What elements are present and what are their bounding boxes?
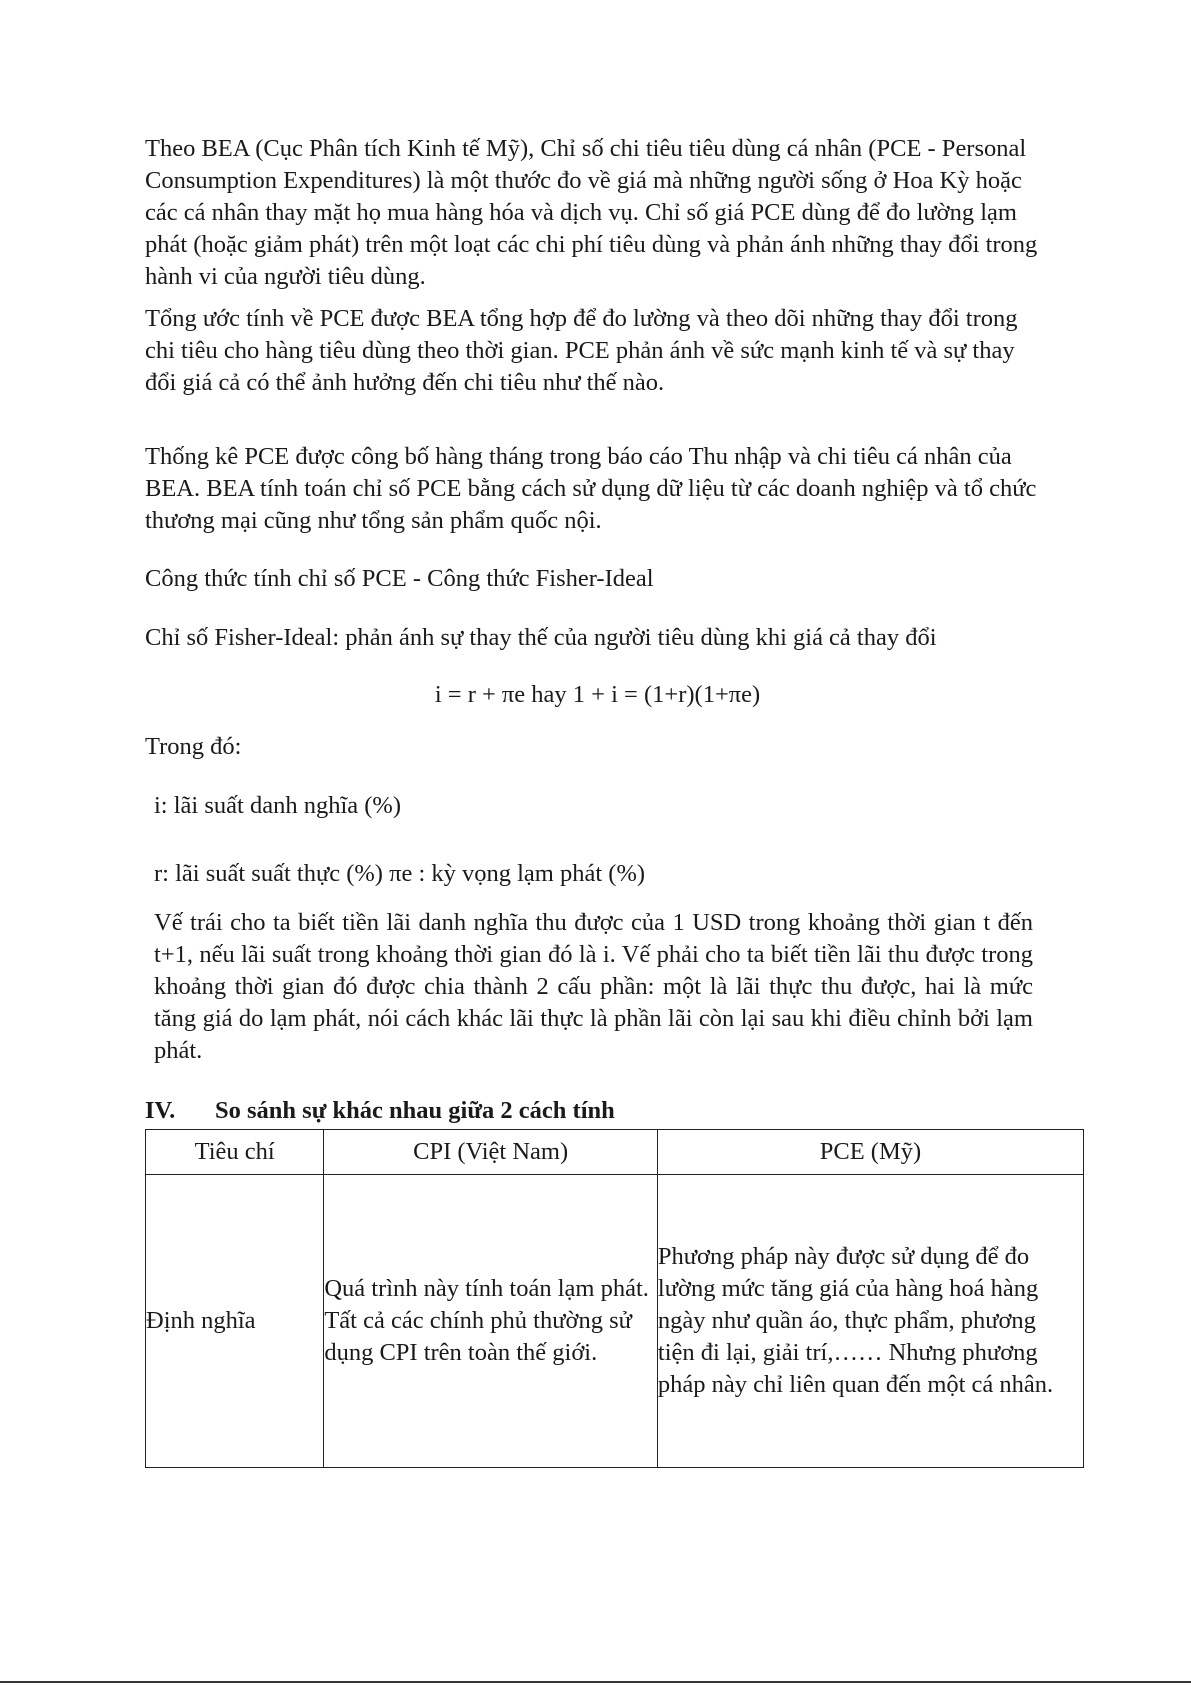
section-number: IV.: [145, 1097, 176, 1124]
table-header-criterion: Tiêu chí: [146, 1130, 324, 1175]
table-cell-criterion: [146, 1175, 324, 1468]
paragraph-explanation: Vế trái cho ta biết tiền lãi danh nghĩa thu được của 1 USD trong khoảng thời gian t đến t+1, nếu lãi suất trong khoảng thời gian đó là i. Vế phải cho ta biết tiền lãi thu được trong khoảng thời gian đó được chia thành 2 cấu phần: một là lãi thực thu được, hai là mức tăng giá do lạm phát, nói cách khác lãi thực là phần lãi còn lại sau khi điều chỉnh bởi lạm phát.: [154, 909, 1033, 1064]
paragraph-fisher-ideal: Chỉ số Fisher-Ideal: phản ánh sự thay thế của người tiêu dùng khi giá cả thay đổi: [145, 624, 937, 651]
table-cell-cpi: [324, 1175, 658, 1468]
table-header-row: [146, 1130, 1084, 1175]
page-bottom-rule: [0, 1681, 1191, 1683]
section-heading: [145, 1095, 615, 1127]
cpi-text: Quá trình này tính toán lạm phát. Tất cả các chính phủ thường sử dụng CPI trên toàn thế giới.: [324, 1275, 649, 1366]
section-title: So sánh sự khác nhau giữa 2 cách tính: [215, 1097, 615, 1124]
table-cell-pce: [657, 1175, 1083, 1468]
paragraph-nominal-rate: i: lãi suất danh nghĩa (%): [154, 792, 401, 819]
pce-text: Phương pháp này được sử dụng để đo lường mức tăng giá của hàng hoá hàng ngày như quần áo, thực phẩm, phương tiện đi lại, giải trí,…… Nhưng phương pháp này chỉ liên quan đến một cá nhân.: [657, 1243, 1054, 1398]
paragraph-pce-statistics: Thống kê PCE được công bố hàng tháng trong báo cáo Thu nhập và chi tiêu cá nhân của BEA. BEA tính toán chỉ số PCE bằng cách sử dụng dữ liệu từ các doanh nghiệp và tổ chức thương mại cũng như tổng sản phẩm quốc nội.: [145, 443, 1037, 534]
criterion-text: Định nghĩa: [146, 1307, 256, 1334]
fisher-formula: i = r + πe hay 1 + i = (1+r)(1+πe): [434, 681, 761, 708]
paragraph-where: Trong đó:: [145, 733, 242, 760]
paragraph-real-rate: r: lãi suất suất thực (%) πe : kỳ vọng lạm phát (%): [154, 860, 646, 887]
paragraph-pce-estimate: Tổng ước tính về PCE được BEA tổng hợp để đo lường và theo dõi những thay đổi trong chi tiêu cho hàng tiêu dùng theo thời gian. PCE phản ánh về sức mạnh kinh tế và sự thay đổi giá cả có thể ảnh hưởng đến chi tiêu như thế nào.: [145, 305, 1018, 396]
table-header-pce: PCE (Mỹ): [657, 1130, 1083, 1175]
paragraph-formula-title: Công thức tính chỉ số PCE - Công thức Fisher-Ideal: [145, 565, 654, 592]
table-header-cpi: CPI (Việt Nam): [324, 1130, 658, 1175]
table-row: [146, 1175, 1084, 1468]
comparison-table: [145, 1129, 1084, 1468]
paragraph-pce-definition: Theo BEA (Cục Phân tích Kinh tế Mỹ), Chỉ số chi tiêu tiêu dùng cá nhân (PCE - Personal Consumption Expenditures) là một thước đo về giá mà những người sống ở Hoa Kỳ hoặc các cá nhân thay mặt họ mua hàng hóa và dịch vụ. Chỉ số giá PCE dùng để đo lường lạm phát (hoặc giảm phát) trên một loạt các chi phí tiêu dùng và phản ánh những thay đổi trong hành vi của người tiêu dùng.: [145, 135, 1038, 290]
